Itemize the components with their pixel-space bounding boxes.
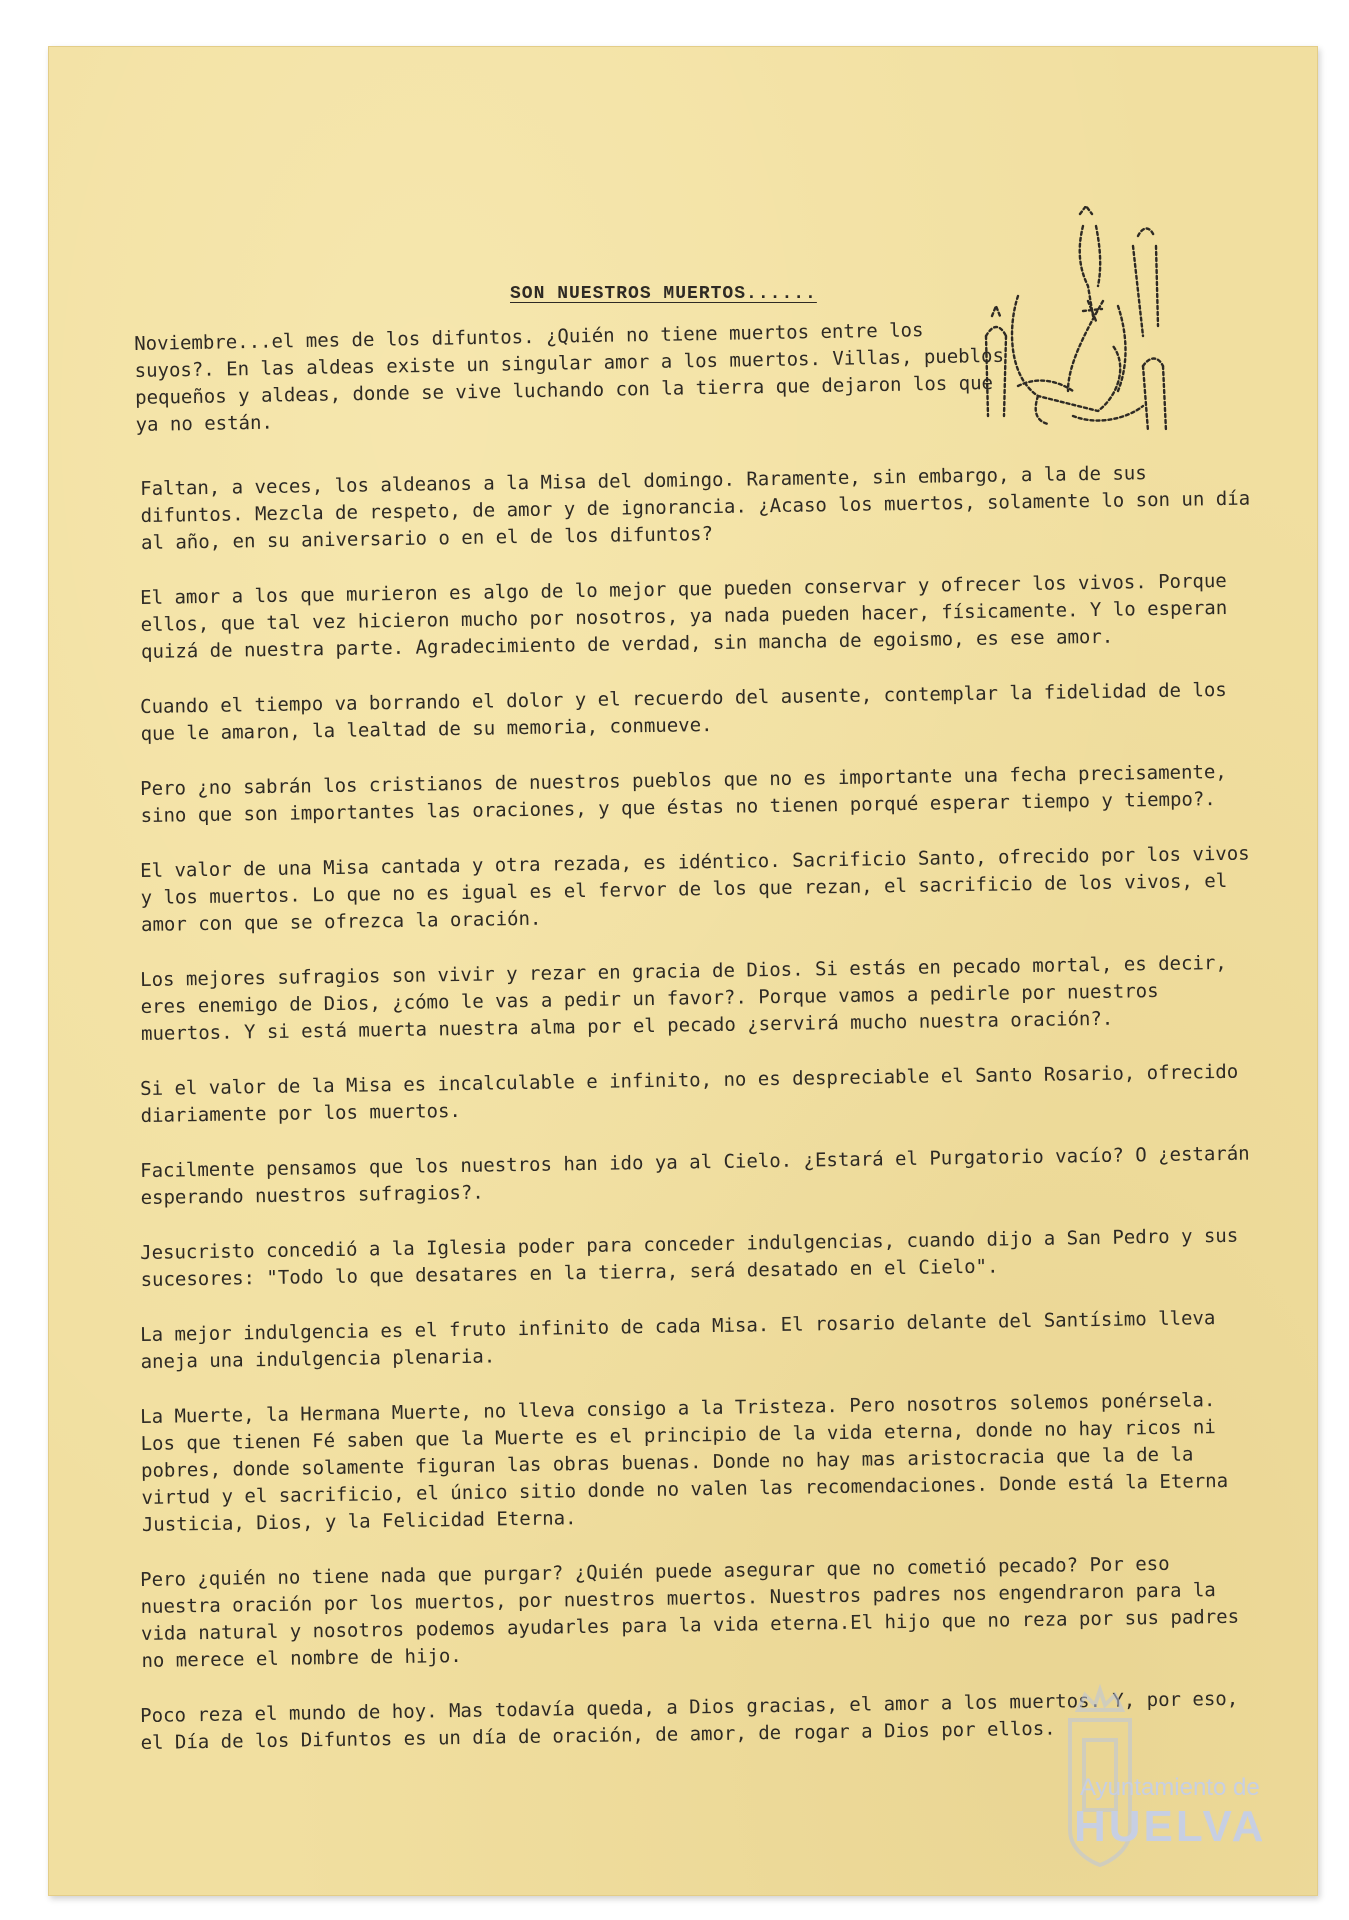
paragraph: Poco reza el mundo de hoy. Mas todavía queda, a Dios gracias, el amor a los muertos. Y, por eso, el Día de los Difuntos es un día de oración, de amor, de rogar a Dios por ellos.: [140, 1687, 1239, 1754]
candles-illustration: [978, 206, 1218, 466]
paragraph: La Muerte, la Hermana Muerte, no lleva consigo a la Tristeza. Pero nosotros solemos ponérsela. Los que tienen Fé saben que la Muerte es el principio de la vida eterna, donde no hay ricos ni pobres, donde solamente figuran las obras buenas. Donde no hay mas aristocracia que la de la virtud y el sacrificio, el único sitio donde no valen las recomendaciones. Donde está la Eterna Justicia, Dios, y la Felicidad Eterna.: [140, 1389, 1229, 1536]
document-body: [140, 462, 1260, 1785]
paragraph: Pero ¿no sabrán los cristianos de nuestros pueblos que no es importante una fecha precisamente, sino que son importantes las oraciones, y que éstas no tienen porqué esperar tiempo y tiempo?.: [140, 760, 1227, 827]
paragraph: La mejor indulgencia es el fruto infinito de cada Misa. El rosario delante del Santísimo lleva aneja una indulgencia plenaria.: [140, 1307, 1216, 1373]
watermark-line1: Ayuntamiento de: [1080, 1774, 1260, 1801]
paragraph: Faltan, a veces, los aldeanos a la Misa del domingo. Raramente, sin embargo, a la de sus difuntos. Mezcla de respeto, de amor y de ignorancia. ¿Acaso los muertos, solamente lo son un día al año, en su aniversario o en el de los difuntos?: [140, 462, 1251, 554]
paragraph: Jesucristo concedió a la Iglesia poder para conceder indulgencias, cuando dijo a San Pedro y sus sucesores: "Todo lo que desatares en la tierra, será desatado en el Cielo".: [140, 1224, 1239, 1291]
intro-paragraph: Noviembre...el mes de los difuntos. ¿Quién no tiene muertos entre los suyos?. En las aldeas existe un singular amor a los muertos. Villas, pueblos pequeños y aldeas, donde se vive luchando con la tierra que dejaron los que ya no están.: [134, 319, 1005, 436]
paper-sheet: [48, 46, 1318, 1896]
paragraph: Facilmente pensamos que los nuestros han ido ya al Cielo. ¿Estará el Purgatorio vacío? O ¿estarán esperando nuestros sufragios?.: [140, 1142, 1250, 1209]
paragraph: El amor a los que murieron es algo de lo mejor que pueden conservar y ofrecer los vivos. Porque ellos, que tal vez hicieron mucho por nosotros, ya nada pueden hacer, físicamente. Y lo esperan quizá de nuestra parte. Agradecimiento de verdad, sin mancha de egoismo, es ese amor.: [140, 569, 1228, 663]
paragraph: Los mejores sufragios son vivir y rezar en gracia de Dios. Si estás en pecado mortal, es decir, eres enemigo de Dios, ¿cómo le vas a pedir un favor?. Porque vamos a pedirle por nuestros muertos. Y si está muerta nuestra alma por el pecado ¿servirá mucho nuestra oración?.: [140, 951, 1227, 1045]
watermark-line2: HUELVA: [1074, 1802, 1267, 1851]
paragraph: Cuando el tiempo va borrando el dolor y el recuerdo del ausente, contemplar la fidelidad de los que le amaron, la lealtad de su memoria, conmueve.: [140, 678, 1227, 745]
paragraph: Pero ¿quién no tiene nada que purgar? ¿Quién puede asegurar que no cometió pecado? Por eso nuestra oración por los muertos, por nuestros muertos. Nuestros padres nos engendraron para la vida natural y nosotros podemos ayudarles para la vida eterna.El hijo que no reza por sus padres no merece el nombre de hijo.: [140, 1552, 1240, 1672]
paragraph: El valor de una Misa cantada y otra rezada, es idéntico. Sacrificio Santo, ofrecido por los vivos y los muertos. Lo que no es igual es el fervor de los que rezan, el sacrificio de los vivos, el amor con que se ofrezca la oración.: [140, 842, 1250, 936]
document-title: SON NUESTROS MUERTOS......: [510, 284, 817, 304]
paragraph: Si el valor de la Misa es incalculable e infinito, no es despreciable el Santo Rosario, ofrecido diariamente por los muertos.: [140, 1060, 1239, 1127]
